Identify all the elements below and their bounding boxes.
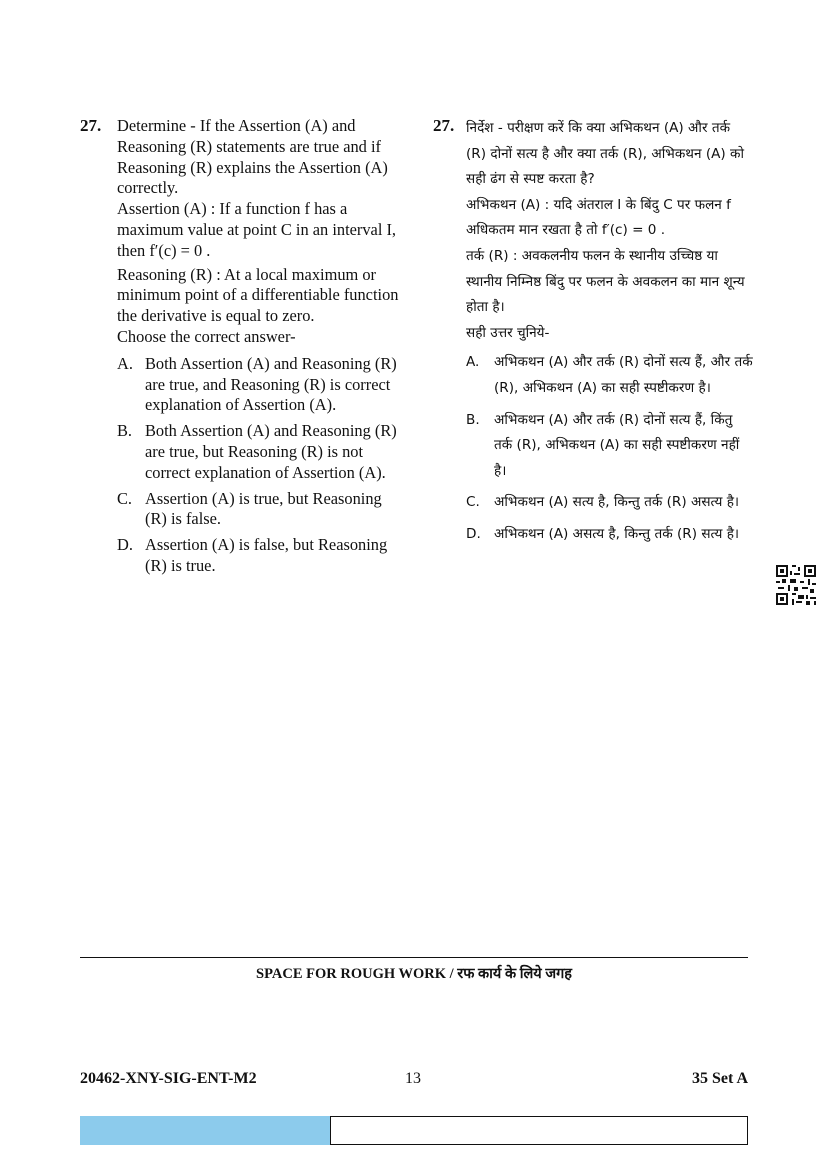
reasoning-text: तर्क (R) : अवकलनीय फलन के स्थानीय उच्चिष्ठ या स्थानीय निम्निष्ठ बिंदु पर फलन के अवकलन का मान शून्य होता है। bbox=[466, 247, 745, 316]
option-c[interactable] bbox=[117, 489, 402, 531]
option-label: A. bbox=[466, 354, 480, 371]
option-text: Assertion (A) is true, but Reasoning (R) is false. bbox=[145, 488, 382, 529]
question-english bbox=[80, 116, 402, 582]
option-text: Both Assertion (A) and Reasoning (R) are true, but Reasoning (R) is not correct explanation of Assertion (A). bbox=[145, 421, 397, 482]
question-number: 27. bbox=[433, 116, 455, 135]
option-d[interactable] bbox=[117, 535, 402, 577]
question-block bbox=[433, 116, 753, 548]
assertion-text: अभिकथन (A) : यदि अंतराल I के बिंदु C पर फलन f अधिकतम मान रखता है तो f′(c) = 0 . bbox=[466, 196, 731, 239]
option-text: अभिकथन (A) सत्य है, किन्तु तर्क (R) असत्य है। bbox=[494, 494, 740, 511]
choose-prompt: सही उत्तर चुनिये- bbox=[466, 324, 550, 341]
question-body bbox=[466, 116, 753, 548]
option-text: अभिकथन (A) असत्य है, किन्तु तर्क (R) सत्य है। bbox=[494, 525, 740, 542]
option-a[interactable] bbox=[117, 354, 402, 416]
question-number: 27. bbox=[80, 116, 102, 135]
option-label: B. bbox=[117, 421, 133, 441]
color-bar bbox=[80, 1116, 330, 1145]
option-a[interactable] bbox=[466, 350, 753, 401]
question-directive: Determine - If the Assertion (A) and Reasoning (R) statements are true and if Reasoning (R) explains the Assertion (A) correctly. bbox=[117, 116, 388, 198]
option-b[interactable] bbox=[117, 421, 402, 483]
paper-code: 20462-XNY-SIG-ENT-M2 bbox=[80, 1070, 257, 1087]
option-label: A. bbox=[117, 353, 133, 373]
option-label: C. bbox=[466, 494, 480, 511]
options-list bbox=[117, 354, 402, 577]
set-label: 35 Set A bbox=[692, 1070, 748, 1087]
reasoning-text: Reasoning (R) : At a local maximum or minimum point of a differentiable function the derivative is equal to zero. bbox=[117, 264, 399, 326]
option-text: अभिकथन (A) और तर्क (R) दोनों सत्य हैं, और तर्क (R), अभिकथन (A) का सही स्पष्टीकरण है। bbox=[494, 354, 753, 396]
empty-box bbox=[330, 1116, 748, 1145]
page-number: 13 bbox=[405, 1070, 421, 1087]
option-label: B. bbox=[466, 411, 480, 428]
option-text: अभिकथन (A) और तर्क (R) दोनों सत्य हैं, किंतु तर्क (R), अभिकथन (A) का सही स्पष्टीकरण नहीं है। bbox=[494, 411, 740, 479]
choose-prompt: Choose the correct answer- bbox=[117, 326, 296, 346]
qr-code-icon bbox=[776, 565, 816, 605]
option-d[interactable] bbox=[466, 522, 753, 548]
option-b[interactable] bbox=[466, 408, 753, 485]
rough-work-label: SPACE FOR ROUGH WORK / रफ कार्य के लिये जगह bbox=[256, 966, 572, 982]
option-label: D. bbox=[117, 535, 133, 555]
question-hindi bbox=[433, 116, 753, 554]
option-label: C. bbox=[117, 488, 133, 508]
options-list bbox=[466, 350, 753, 547]
question-block bbox=[80, 116, 402, 577]
option-label: D. bbox=[466, 525, 481, 542]
option-text: Both Assertion (A) and Reasoning (R) are true, and Reasoning (R) is correct explanation of Assertion (A). bbox=[145, 353, 397, 415]
option-c[interactable] bbox=[466, 490, 753, 516]
question-directive: निर्देश - परीक्षण करें कि क्या अभिकथन (A) और तर्क (R) दोनों सत्य है और क्या तर्क (R), अभिकथन (A) को सही ढंग से स्पष्ट करता है? bbox=[466, 120, 745, 188]
divider bbox=[80, 957, 748, 958]
option-text: Assertion (A) is false, but Reasoning (R) is true. bbox=[145, 535, 388, 575]
question-body bbox=[117, 116, 402, 577]
assertion-text: Assertion (A) : If a function f has a maximum value at point C in an interval I, then f′(c) = 0 . bbox=[117, 199, 397, 260]
